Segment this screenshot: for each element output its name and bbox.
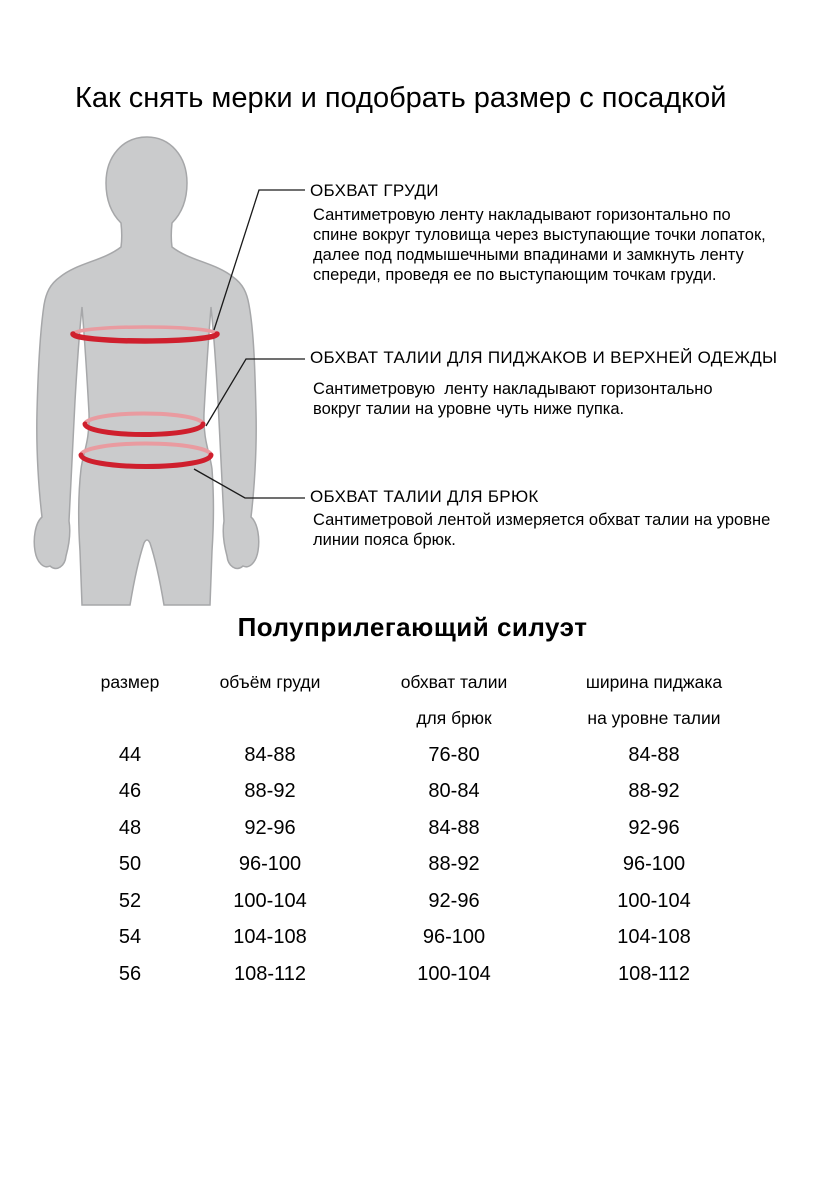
table-cell: 108-112 (618, 962, 690, 985)
table-cell: 84-88 (428, 816, 480, 839)
table-cell: 92-96 (244, 816, 296, 839)
text-line: далее под подмышечными впадинами и замкнуть ленту (313, 246, 744, 264)
table-cell: 88-92 (628, 780, 680, 803)
table-cell: 84-88 (628, 743, 680, 766)
col-subheader: на уровне талии (587, 708, 721, 729)
table-cell: 52 (118, 889, 142, 912)
col-subheader (60, 701, 200, 738)
table-cell: 44 (118, 743, 142, 766)
table-cell: 96-100 (422, 926, 486, 949)
col-subheader: для брюк (416, 708, 492, 729)
page-title: Как снять мерки и подобрать размер с посадкой (75, 82, 727, 114)
table-cell: 92-96 (628, 816, 680, 839)
table-cell: 100-104 (417, 962, 491, 985)
table-cell: 96-100 (238, 853, 302, 876)
table-cell: 104-108 (233, 926, 307, 949)
text-line: спереди, проведя ее по выступающим точкам груди. (313, 266, 717, 284)
table-cell: 100-104 (233, 889, 307, 912)
male-silhouette-figure (0, 120, 320, 620)
table-cell: 100-104 (617, 889, 691, 912)
size-table (60, 664, 740, 993)
col-subheader (200, 701, 340, 738)
section-title-chest: ОБХВАТ ГРУДИ (310, 181, 439, 200)
text-line: спине вокруг туловища через выступающие точки лопаток, (313, 226, 766, 244)
table-cell: 104-108 (617, 926, 691, 949)
text-line: Сантиметровую ленту накладывают горизонтально по (313, 206, 731, 224)
text-line: Сантиметровую ленту накладывают горизонтально (313, 380, 713, 398)
table-cell: 80-84 (428, 780, 480, 803)
table-cell: 76-80 (428, 743, 480, 766)
table-cell: 50 (118, 853, 142, 876)
col-header-trouser-waist: обхват талии (400, 671, 508, 692)
table-cell: 48 (118, 816, 142, 839)
table-cell: 54 (118, 926, 142, 949)
table-cell: 108-112 (234, 962, 306, 985)
table-cell: 84-88 (244, 743, 296, 766)
table-cell: 96-100 (622, 853, 686, 876)
text-line: линии пояса брюк. (313, 531, 456, 549)
table-cell: 46 (118, 780, 142, 803)
body-silhouette (34, 137, 258, 605)
table-cell: 88-92 (428, 853, 480, 876)
text-line: вокруг талии на уровне чуть ниже пупка. (313, 400, 625, 418)
section-title-trouser-waist: ОБХВАТ ТАЛИИ ДЛЯ БРЮК (310, 487, 539, 506)
table-cell: 88-92 (244, 780, 296, 803)
section-title-jacket-waist: ОБХВАТ ТАЛИИ ДЛЯ ПИДЖАКОВ И ВЕРХНЕЙ ОДЕЖДЫ (310, 348, 778, 367)
col-header-jacket-width: ширина пиджака (585, 671, 723, 692)
text-line: Сантиметровой лентой измеряется обхват талии на уровне (313, 511, 771, 529)
section-text-chest (313, 205, 766, 285)
section-text-trouser-waist (313, 510, 770, 550)
col-header-size: размер (100, 671, 160, 692)
size-table-caption: Полуприлегающий силуэт (237, 612, 588, 642)
table-cell: 92-96 (428, 889, 480, 912)
section-text-jacket-waist (313, 379, 713, 419)
col-header-chest: объём груди (219, 671, 321, 692)
table-cell: 56 (118, 962, 142, 985)
